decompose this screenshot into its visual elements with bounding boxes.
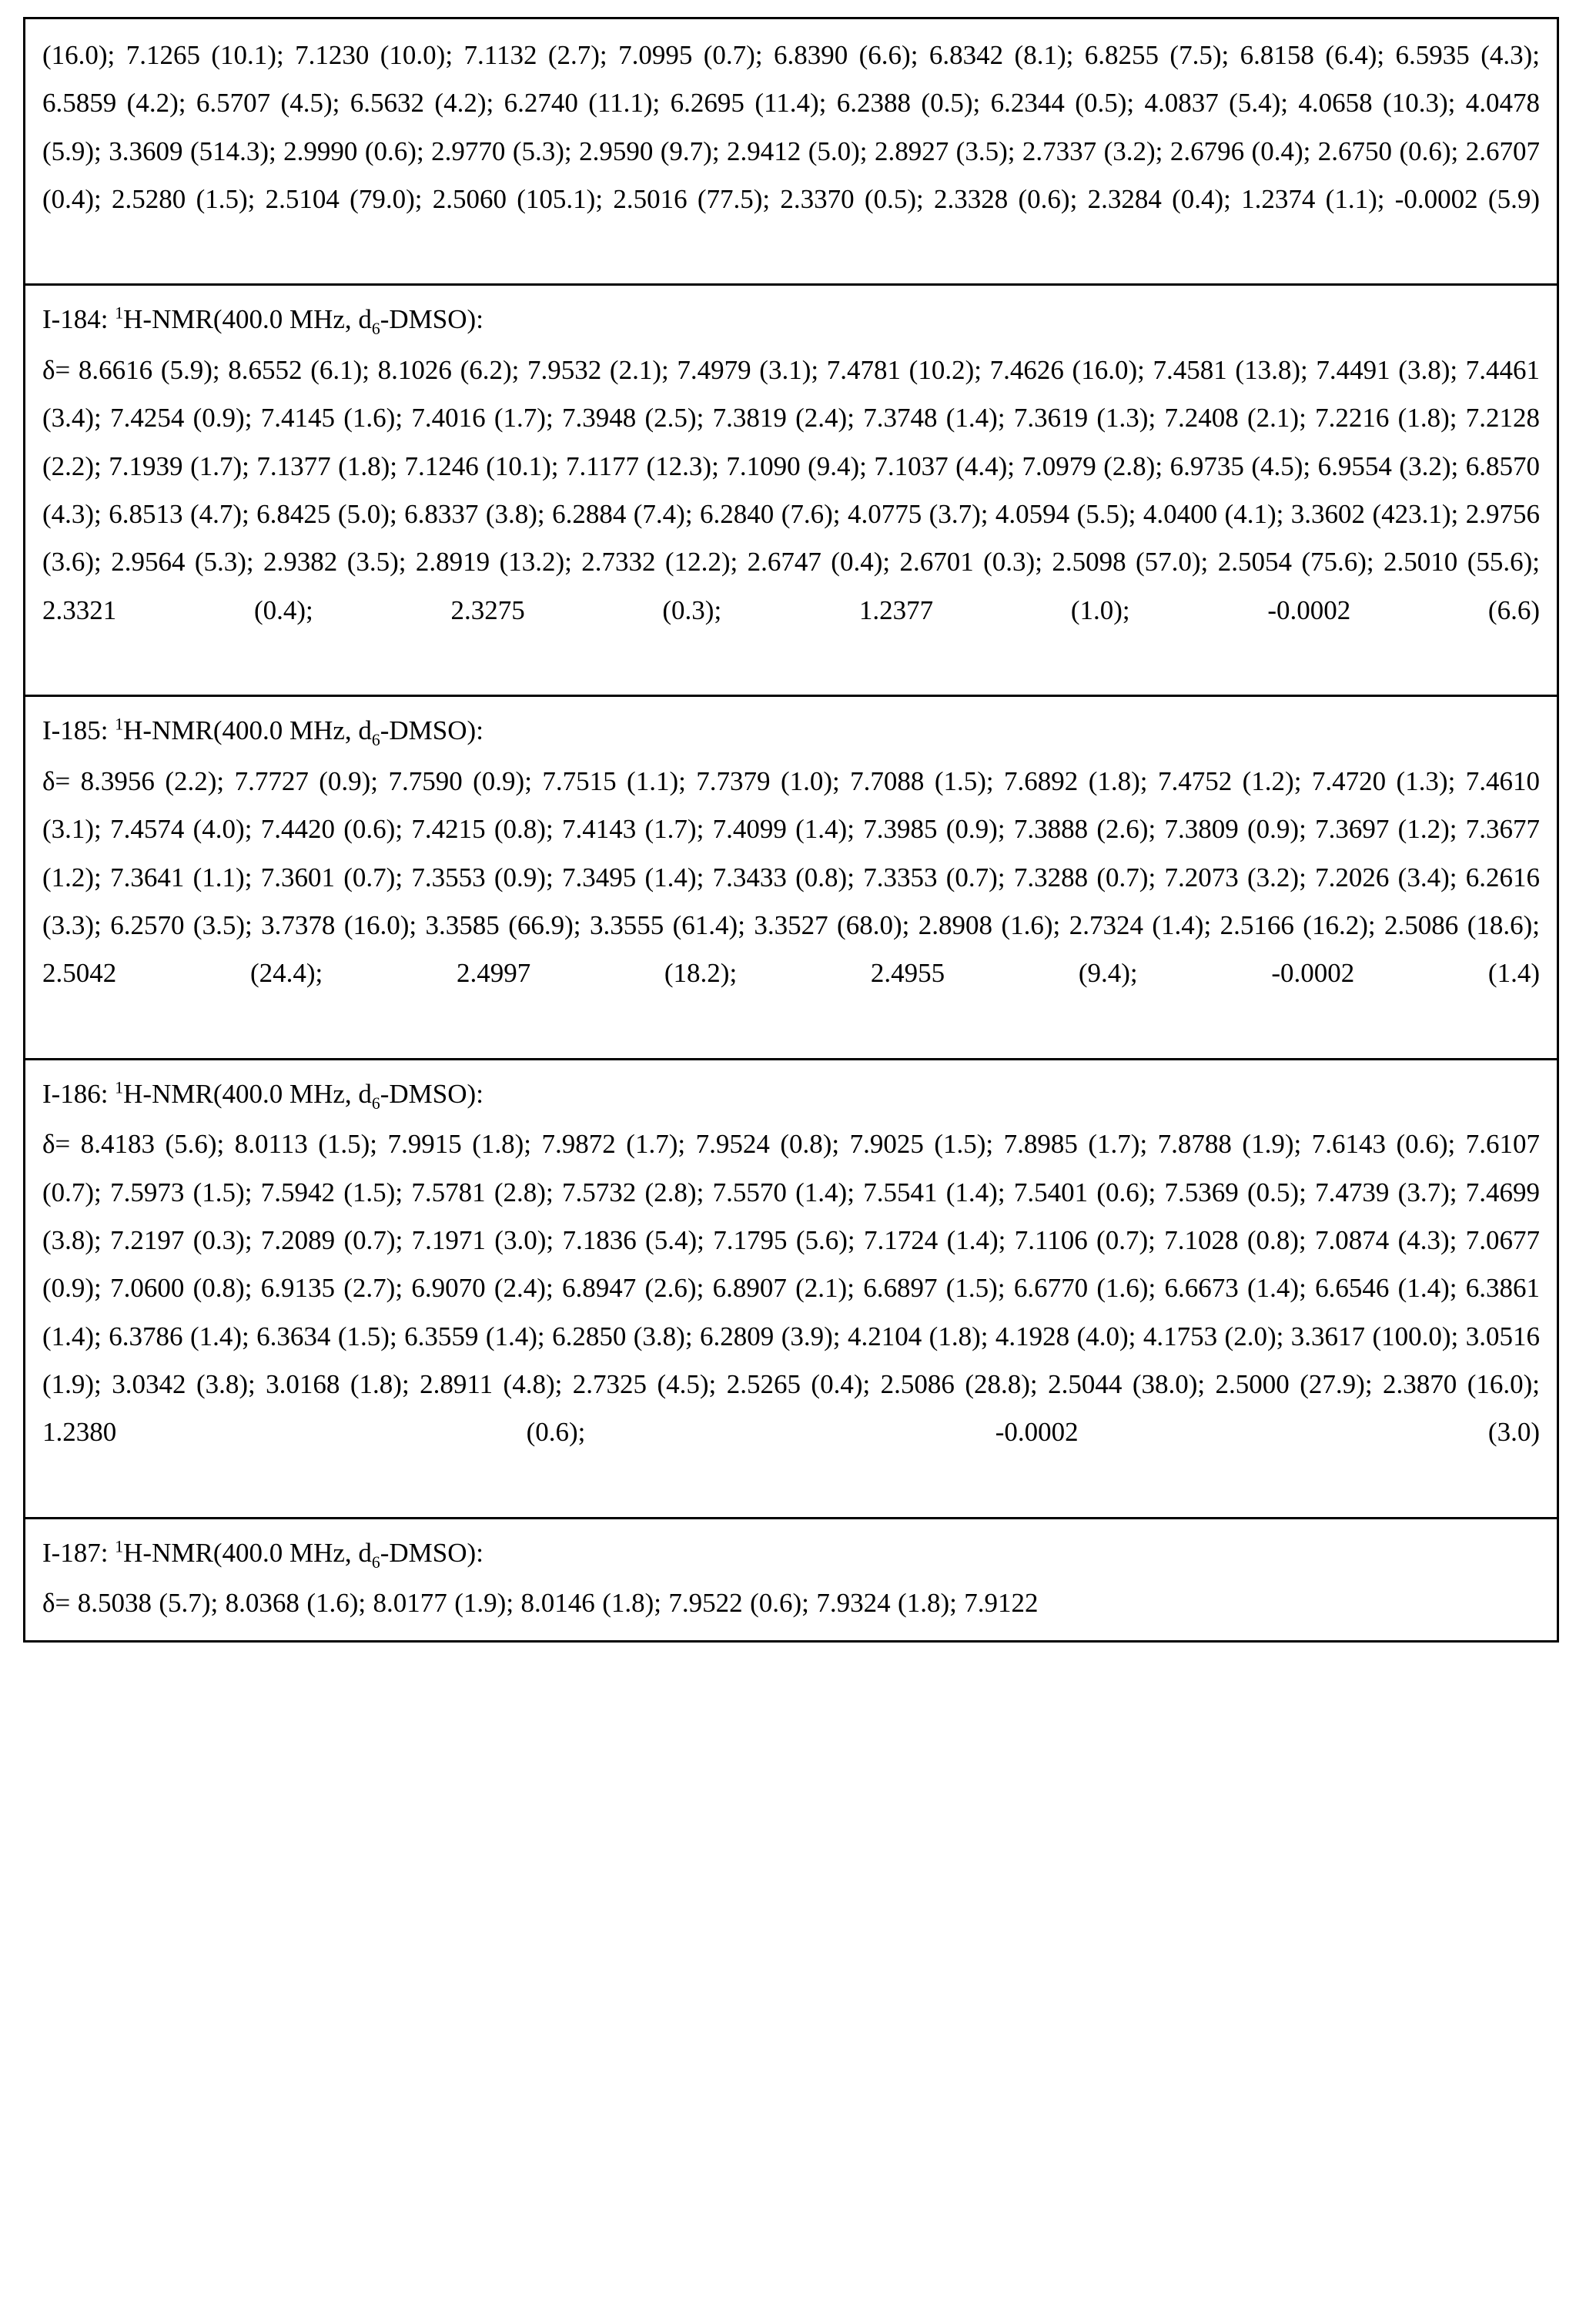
- nmr-data-table: [23, 17, 1559, 1643]
- header-suffix: -DMSO):: [380, 1537, 483, 1568]
- nmr-entry-cell: [25, 285, 1558, 696]
- shift-list: [42, 1579, 1540, 1627]
- entry-header: [42, 709, 1540, 753]
- entry-header: [42, 1073, 1540, 1117]
- table-row: [25, 696, 1558, 1059]
- nmr-method-label: H-NMR(400.0 MHz, d: [123, 715, 372, 746]
- compound-id-label: I-184:: [42, 304, 115, 335]
- nucleus-superscript: 1: [115, 1078, 124, 1097]
- delta-symbol: δ=: [42, 1588, 78, 1619]
- solvent-subscript: 6: [371, 731, 380, 750]
- nucleus-superscript: 1: [115, 1537, 124, 1556]
- nmr-method-label: H-NMR(400.0 MHz, d: [123, 304, 372, 335]
- nucleus-superscript: 1: [115, 715, 124, 734]
- header-suffix: -DMSO):: [380, 715, 483, 746]
- entry-header: [42, 1532, 1540, 1576]
- nmr-entry-cell: [25, 1059, 1558, 1518]
- shift-list: [42, 347, 1540, 682]
- solvent-subscript: 6: [371, 1093, 380, 1113]
- shift-values: 8.6616 (5.9); 8.6552 (6.1); 8.1026 (6.2); 7.9532 (2.1); 7.4979 (3.1); 7.4781 (10.2); 7.4626 (16.0); 7.4581 (13.8); 7.4491 (3.8); 7.4461 (3.4); 7.4254 (0.9); 7.4145 (1.6); 7.4016 (1.7); 7.3948 (2.5); 7.3819 (2.4); 7.3748 (1.4); 7.3619 (1.3); 7.2408 (2.1); 7.2216 (1.8); 7.2128 (2.2); 7.1939 (1.7); 7.1377 (1.8); 7.1246 (10.1); 7.1177 (12.3); 7.1090 (9.4); 7.1037 (4.4); 7.0979 (2.8); 6.9735 (4.5); 6.9554 (3.2); 6.8570 (4.3); 6.8513 (4.7); 6.8425 (5.0); 6.8337 (3.8); 6.2884 (7.4); 6.2840 (7.6); 4.0775 (3.7); 4.0594 (5.5); 4.0400 (4.1); 3.3602 (423.1); 2.9756 (3.6); 2.9564 (5.3); 2.9382 (3.5); 2.8919 (13.2); 2.7332 (12.2); 2.6747 (0.4); 2.6701 (0.3); 2.5098 (57.0); 2.5054 (75.6); 2.5010 (55.6); 2.3321 (0.4); 2.3275 (0.3); 1.2377 (1.0); -0.0002 (6.6): [42, 355, 1540, 625]
- delta-symbol: δ=: [42, 355, 79, 386]
- table-row: [25, 1059, 1558, 1518]
- header-suffix: -DMSO):: [380, 304, 483, 335]
- delta-symbol: δ=: [42, 765, 81, 796]
- nucleus-superscript: 1: [115, 303, 124, 323]
- nmr-method-label: H-NMR(400.0 MHz, d: [123, 1078, 372, 1109]
- shift-list: [42, 1120, 1540, 1504]
- shift-values: 8.5038 (5.7); 8.0368 (1.6); 8.0177 (1.9); 8.0146 (1.8); 7.9522 (0.6); 7.9324 (1.8); 7.9122: [77, 1588, 1039, 1619]
- nmr-entry-cell: [25, 1518, 1558, 1641]
- shift-values: 8.4183 (5.6); 8.0113 (1.5); 7.9915 (1.8); 7.9872 (1.7); 7.9524 (0.8); 7.9025 (1.5); 7.8985 (1.7); 7.8788 (1.9); 7.6143 (0.6); 7.6107 (0.7); 7.5973 (1.5); 7.5942 (1.5); 7.5781 (2.8); 7.5732 (2.8); 7.5570 (1.4); 7.5541 (1.4); 7.5401 (0.6); 7.5369 (0.5); 7.4739 (3.7); 7.4699 (3.8); 7.2197 (0.3); 7.2089 (0.7); 7.1971 (3.0); 7.1836 (5.4); 7.1795 (5.6); 7.1724 (1.4); 7.1106 (0.7); 7.1028 (0.8); 7.0874 (4.3); 7.0677 (0.9); 7.0600 (0.8); 6.9135 (2.7); 6.9070 (2.4); 6.8947 (2.6); 6.8907 (2.1); 6.6897 (1.5); 6.6770 (1.6); 6.6673 (1.4); 6.6546 (1.4); 6.3861 (1.4); 6.3786 (1.4); 6.3634 (1.5); 6.3559 (1.4); 6.2850 (3.8); 6.2809 (3.9); 4.2104 (1.8); 4.1928 (4.0); 4.1753 (2.0); 3.3617 (100.0); 3.0516 (1.9); 3.0342 (3.8); 3.0168 (1.8); 2.8911 (4.8); 2.7325 (4.5); 2.5265 (0.4); 2.5086 (28.8); 2.5044 (38.0); 2.5000 (27.9); 2.3870 (16.0); 1.2380 (0.6); -0.0002 (3.0): [42, 1129, 1540, 1448]
- nmr-table-body: [25, 18, 1558, 1642]
- table-row: [25, 1518, 1558, 1641]
- solvent-subscript: 6: [371, 320, 380, 339]
- entry-header: [42, 298, 1540, 342]
- nmr-entry-cell: [25, 696, 1558, 1059]
- compound-id-label: I-186:: [42, 1078, 115, 1109]
- shift-list: (16.0); 7.1265 (10.1); 7.1230 (10.0); 7.1132 (2.7); 7.0995 (0.7); 6.8390 (6.6); 6.8342 (8.1); 6.8255 (7.5); 6.8158 (6.4); 6.5935 (4.3); 6.5859 (4.2); 6.5707 (4.5); 6.5632 (4.2); 6.2740 (11.1); 6.2695 (11.4); 6.2388 (0.5); 6.2344 (0.5); 4.0837 (5.4); 4.0658 (10.3); 4.0478 (5.9); 3.3609 (514.3); 2.9990 (0.6); 2.9770 (5.3); 2.9590 (9.7); 2.9412 (5.0); 2.8927 (3.5); 2.7337 (3.2); 2.6796 (0.4); 2.6750 (0.6); 2.6707 (0.4); 2.5280 (1.5); 2.5104 (79.0); 2.5060 (105.1); 2.5016 (77.5); 2.3370 (0.5); 2.3328 (0.6); 2.3284 (0.4); 1.2374 (1.1); -0.0002 (5.9): [42, 40, 1540, 214]
- delta-symbol: δ=: [42, 1129, 81, 1160]
- table-row: [25, 285, 1558, 696]
- shift-values: 8.3956 (2.2); 7.7727 (0.9); 7.7590 (0.9); 7.7515 (1.1); 7.7379 (1.0); 7.7088 (1.5); 7.6892 (1.8); 7.4752 (1.2); 7.4720 (1.3); 7.4610 (3.1); 7.4574 (4.0); 7.4420 (0.6); 7.4215 (0.8); 7.4143 (1.7); 7.4099 (1.4); 7.3985 (0.9); 7.3888 (2.6); 7.3809 (0.9); 7.3697 (1.2); 7.3677 (1.2); 7.3641 (1.1); 7.3601 (0.7); 7.3553 (0.9); 7.3495 (1.4); 7.3433 (0.8); 7.3353 (0.7); 7.3288 (0.7); 7.2073 (3.2); 7.2026 (3.4); 6.2616 (3.3); 6.2570 (3.5); 3.7378 (16.0); 3.3585 (66.9); 3.3555 (61.4); 3.3527 (68.0); 2.8908 (1.6); 2.7324 (1.4); 2.5166 (16.2); 2.5086 (18.6); 2.5042 (24.4); 2.4997 (18.2); 2.4955 (9.4); -0.0002 (1.4): [42, 765, 1540, 989]
- compound-id-label: I-187:: [42, 1537, 115, 1568]
- nmr-entry-cell: [25, 18, 1558, 285]
- shift-list: [42, 758, 1540, 1046]
- header-suffix: -DMSO):: [380, 1078, 483, 1109]
- table-row: [25, 18, 1558, 285]
- solvent-subscript: 6: [371, 1552, 380, 1572]
- compound-id-label: I-185:: [42, 715, 115, 746]
- nmr-method-label: H-NMR(400.0 MHz, d: [123, 1537, 372, 1568]
